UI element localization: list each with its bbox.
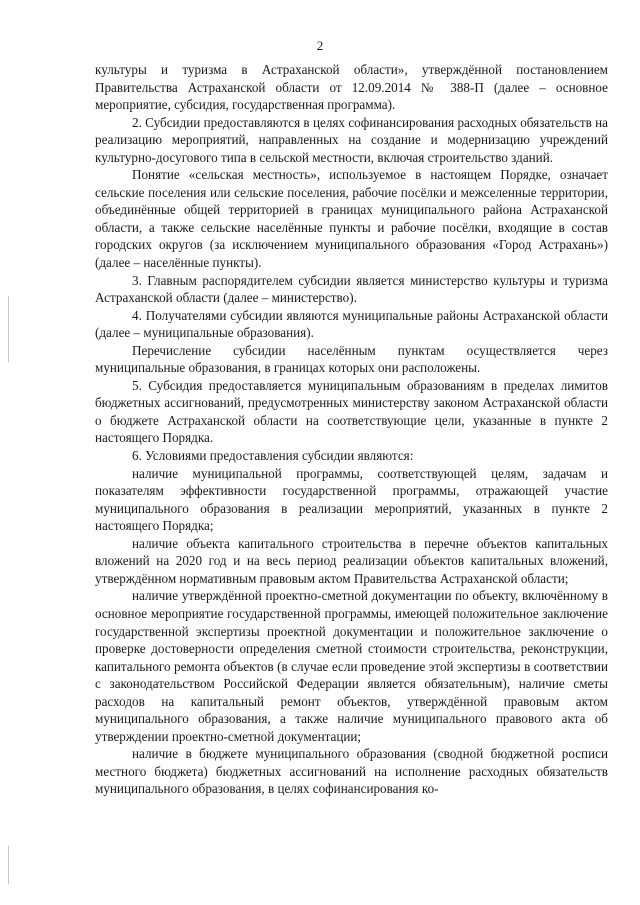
paragraph: Перечисление субсидии населённым пунктам осуществляется через муниципальные образования, в границах которых они расположены. — [95, 342, 608, 376]
left-margin-scan-mark — [8, 846, 9, 884]
paragraph: наличие муниципальной программы, соответствующей целям, задачам и показателям эффективности государственной программы, отражающей участие муниципального образования в реализации мероприятий, указанных в пункте 2 настоящего Порядка; — [95, 465, 608, 534]
paragraph: 3. Главным распорядителем субсидии является министерство культуры и туризма Астраханской области (далее – министерство). — [95, 272, 608, 306]
paragraph: наличие объекта капитального строительства в перечне объектов капитальных вложений на 2020 год и на весь период реализации объектов капитальных вложений, утверждённом нормативным правовым актом Правительства Астраханской области; — [95, 535, 608, 586]
paragraph: 5. Субсидия предоставляется муниципальным образованиям в пределах лимитов бюджетных ассигнований, предусмотренных министерству законом Астраханской области о бюджете Астраханской области на соответствующие цели, указанные в пункте 2 настоящего Порядка. — [95, 377, 608, 446]
left-margin-scan-mark — [8, 296, 9, 362]
paragraph: Понятие «сельская местность», используемое в настоящем Порядке, означает сельские поселения или сельские поселения, рабочие посёлки и межселенные территории, объединённые общей территорией в границах муниципального района Астраханской области, а также сельские населённые пункты и рабочие посёлки, входящие в состав городских округов (за исключением муниципального образования «Город Астрахань») (далее – населённые пункты). — [95, 167, 608, 271]
paragraph: наличие в бюджете муниципального образования (сводной бюджетной росписи местного бюджета) бюджетных ассигнований на исполнение расходных обязательств муниципального образования, в целях софинансирования ко- — [95, 746, 608, 797]
paragraph: культуры и туризма в Астраханской области», утверждённой постановлением Правительства Астраханской области от 12.09.2014 № 388-П (далее – основное мероприятие, субсидия, государственная программа). — [95, 62, 608, 113]
document-body — [95, 61, 608, 798]
paragraph: 6. Условиями предоставления субсидии являются: — [132, 448, 414, 464]
paragraph: 4. Получателями субсидии являются муниципальные районы Астраханской области (далее – муниципальные образования). — [95, 307, 608, 341]
paragraph: наличие утверждённой проектно-сметной документации по объекту, включённому в основное мероприятие государственной программы, имеющей положительное заключение государственной экспертизы проектной документации и положительное заключение о проверке достоверности определения сметной стоимости строительства, реконструкции, капитального ремонта объектов (в случае если проведение этой экспертизы в соответствии с законодательством Российской Федерации является обязательным), наличие сметы расходов на капитальный ремонт объектов, утверждённой правовым актом муниципального образования, а также наличие муниципального правового акта об утверждении проектно-сметной документации; — [95, 588, 608, 744]
paragraph: 2. Субсидии предоставляются в целях софинансирования расходных обязательств на реализацию мероприятий, направленных на создание и модернизацию учреждений культурно-досугового типа в сельской местности, включая строительство зданий. — [95, 114, 608, 165]
page-number: 2 — [316, 38, 324, 53]
